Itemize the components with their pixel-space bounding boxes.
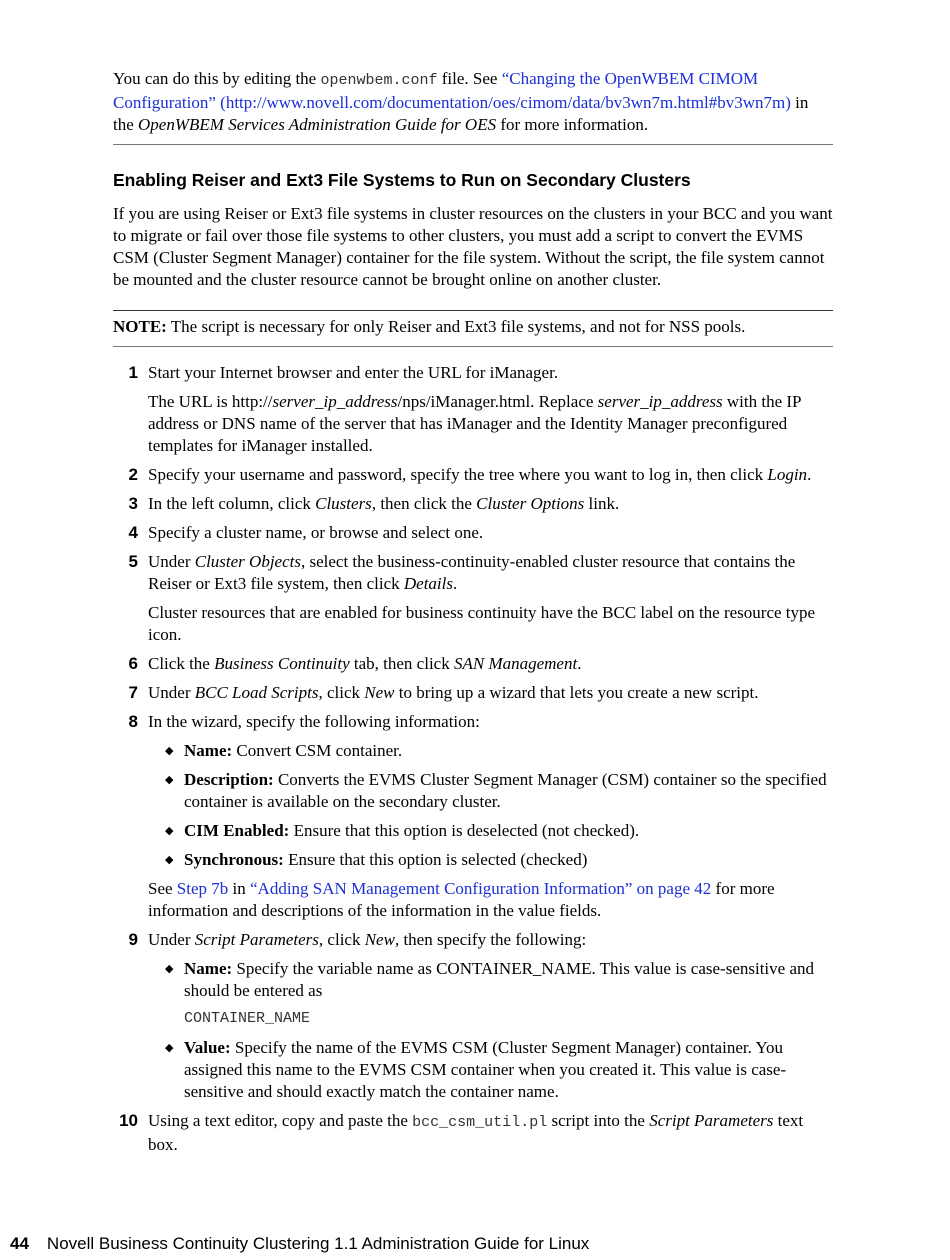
intro-paragraph: [113, 68, 833, 136]
step-10: [113, 1110, 833, 1156]
step-6: [113, 653, 833, 675]
note-body: The script is necessary for only Reiser and Ext3 file systems, and not for NSS pools.: [166, 317, 746, 336]
step-text: In the left column, click Clusters, then click the Cluster Options link.: [148, 494, 620, 513]
intro-text: You can do this by editing the: [113, 69, 321, 88]
step-number: 5: [128, 552, 138, 571]
step-number: 6: [128, 654, 138, 673]
openwbem-config-link[interactable]: “Changing the OpenWBEM CIMOM Configuration” (http://www.novell.com/documentation/oes/cimom/data/bv3wn7m.html#bv3wn7m): [113, 69, 791, 112]
step-text: Under Script Parameters, click New, then specify the following:: [148, 930, 587, 949]
step-1: [113, 362, 833, 457]
diamond-bullet-icon: ◆: [165, 1042, 174, 1054]
note-box: [113, 310, 833, 347]
step-text: Using a text editor, copy and paste the bcc_csm_util.pl script into the Script Parameters text box.: [148, 1111, 804, 1154]
step-2: [113, 464, 833, 486]
step-7: [113, 682, 833, 704]
diamond-bullet-icon: ◆: [165, 963, 174, 975]
step-9: [113, 929, 833, 1103]
step-subtext: The URL is http://server_ip_address/nps/iManager.html. Replace server_ip_address with the IP address or DNS name of the server that has iManager and the Identity Manager preconfigured templates for iManager installed.: [148, 392, 801, 455]
bullet-item: ◆ Description: Converts the EVMS Cluster Segment Manager (CSM) container so the specified container is available on the secondary cluster.: [165, 770, 827, 811]
step-number: 2: [128, 465, 138, 484]
config-filename: openwbem.conf: [320, 72, 438, 89]
section-heading: Enabling Reiser and Ext3 File Systems to Run on Secondary Clusters: [113, 170, 691, 190]
step-number: 4: [128, 523, 138, 542]
step-text: Under BCC Load Scripts, click New to bring up a wizard that lets you create a new script.: [148, 683, 759, 702]
note-label: NOTE:: [113, 317, 167, 336]
diamond-bullet-icon: ◆: [165, 825, 174, 837]
page-footer: [10, 1233, 589, 1255]
step-text: Click the Business Continuity tab, then click SAN Management.: [148, 654, 582, 673]
step-number: 9: [128, 930, 138, 949]
step-text: In the wizard, specify the following information:: [148, 712, 480, 731]
san-management-link[interactable]: “Adding SAN Management Configuration Information” on page 42: [250, 879, 712, 898]
step-text: Start your Internet browser and enter the URL for iManager.: [148, 363, 559, 382]
script-filename: bcc_csm_util.pl: [412, 1114, 548, 1131]
step-text: Specify a cluster name, or browse and select one.: [148, 523, 484, 542]
page-number: 44: [10, 1234, 29, 1253]
step-text: Specify your username and password, specify the tree where you want to log in, then click Login.: [148, 465, 812, 484]
step-7b-link[interactable]: Step 7b: [176, 879, 229, 898]
page-content: [113, 68, 833, 1156]
step-number: 10: [119, 1111, 138, 1130]
intro-text: for more information.: [496, 115, 649, 134]
code-sample: CONTAINER_NAME: [184, 1010, 311, 1027]
bullet-item: ◆ Value: Specify the name of the EVMS CSM (Cluster Segment Manager) container. You assigned this name to the EVMS CSM container when you created it. This value is case-sensitive and should exactly match the container name.: [165, 1038, 787, 1101]
step-8: [113, 711, 833, 922]
steps-list: [113, 362, 833, 1156]
wizard-fields-list: [148, 740, 833, 871]
bullet-item: ◆ Name: Specify the variable name as CONTAINER_NAME. This value is case-sensitive and should be entered as CONTAINER_NAME: [148, 958, 833, 1030]
step-subtext: See Step 7b in “Adding SAN Management Configuration Information” on page 42 for more information and descriptions of the information in the value fields.: [148, 879, 775, 920]
step-number: 8: [128, 712, 138, 731]
step-subtext: Cluster resources that are enabled for business continuity have the BCC label on the resource type icon.: [148, 603, 816, 644]
step-number: 3: [128, 494, 138, 513]
step-4: [113, 522, 833, 544]
diamond-bullet-icon: ◆: [165, 745, 174, 757]
note-text: [113, 316, 833, 338]
bullet-item: ◆ CIM Enabled: Ensure that this option is deselected (not checked).: [165, 821, 640, 840]
step-number: 7: [128, 683, 138, 702]
diamond-bullet-icon: ◆: [165, 774, 174, 786]
section-divider: [113, 144, 833, 145]
footer-title: Novell Business Continuity Clustering 1.1 Administration Guide for Linux: [46, 1234, 590, 1253]
step-3: [113, 493, 833, 515]
guide-title: OpenWBEM Services Administration Guide for OES: [138, 115, 497, 134]
intro-text: in the: [113, 93, 809, 134]
bullet-item: ◆ Name: Convert CSM container.: [165, 741, 403, 760]
section-paragraph: If you are using Reiser or Ext3 file systems in cluster resources on the clusters in your BCC and you want to migrate or fail over those file systems to other clusters, you must add a script to convert the EVMS CSM (Cluster Segment Manager) container for the file system. Without the script, the file system cannot be mounted and the cluster resource cannot be brought online on another cluster.: [113, 204, 833, 289]
step-text: Under Cluster Objects, select the business-continuity-enabled cluster resource that contains the Reiser or Ext3 file system, then click Details.: [148, 552, 796, 593]
script-params-list: [148, 958, 833, 1103]
bullet-item: ◆ Synchronous: Ensure that this option is selected (checked): [165, 850, 588, 869]
intro-text: file. See: [437, 69, 502, 88]
diamond-bullet-icon: ◆: [165, 854, 174, 866]
step-5: [113, 551, 833, 646]
step-number: 1: [128, 363, 138, 382]
